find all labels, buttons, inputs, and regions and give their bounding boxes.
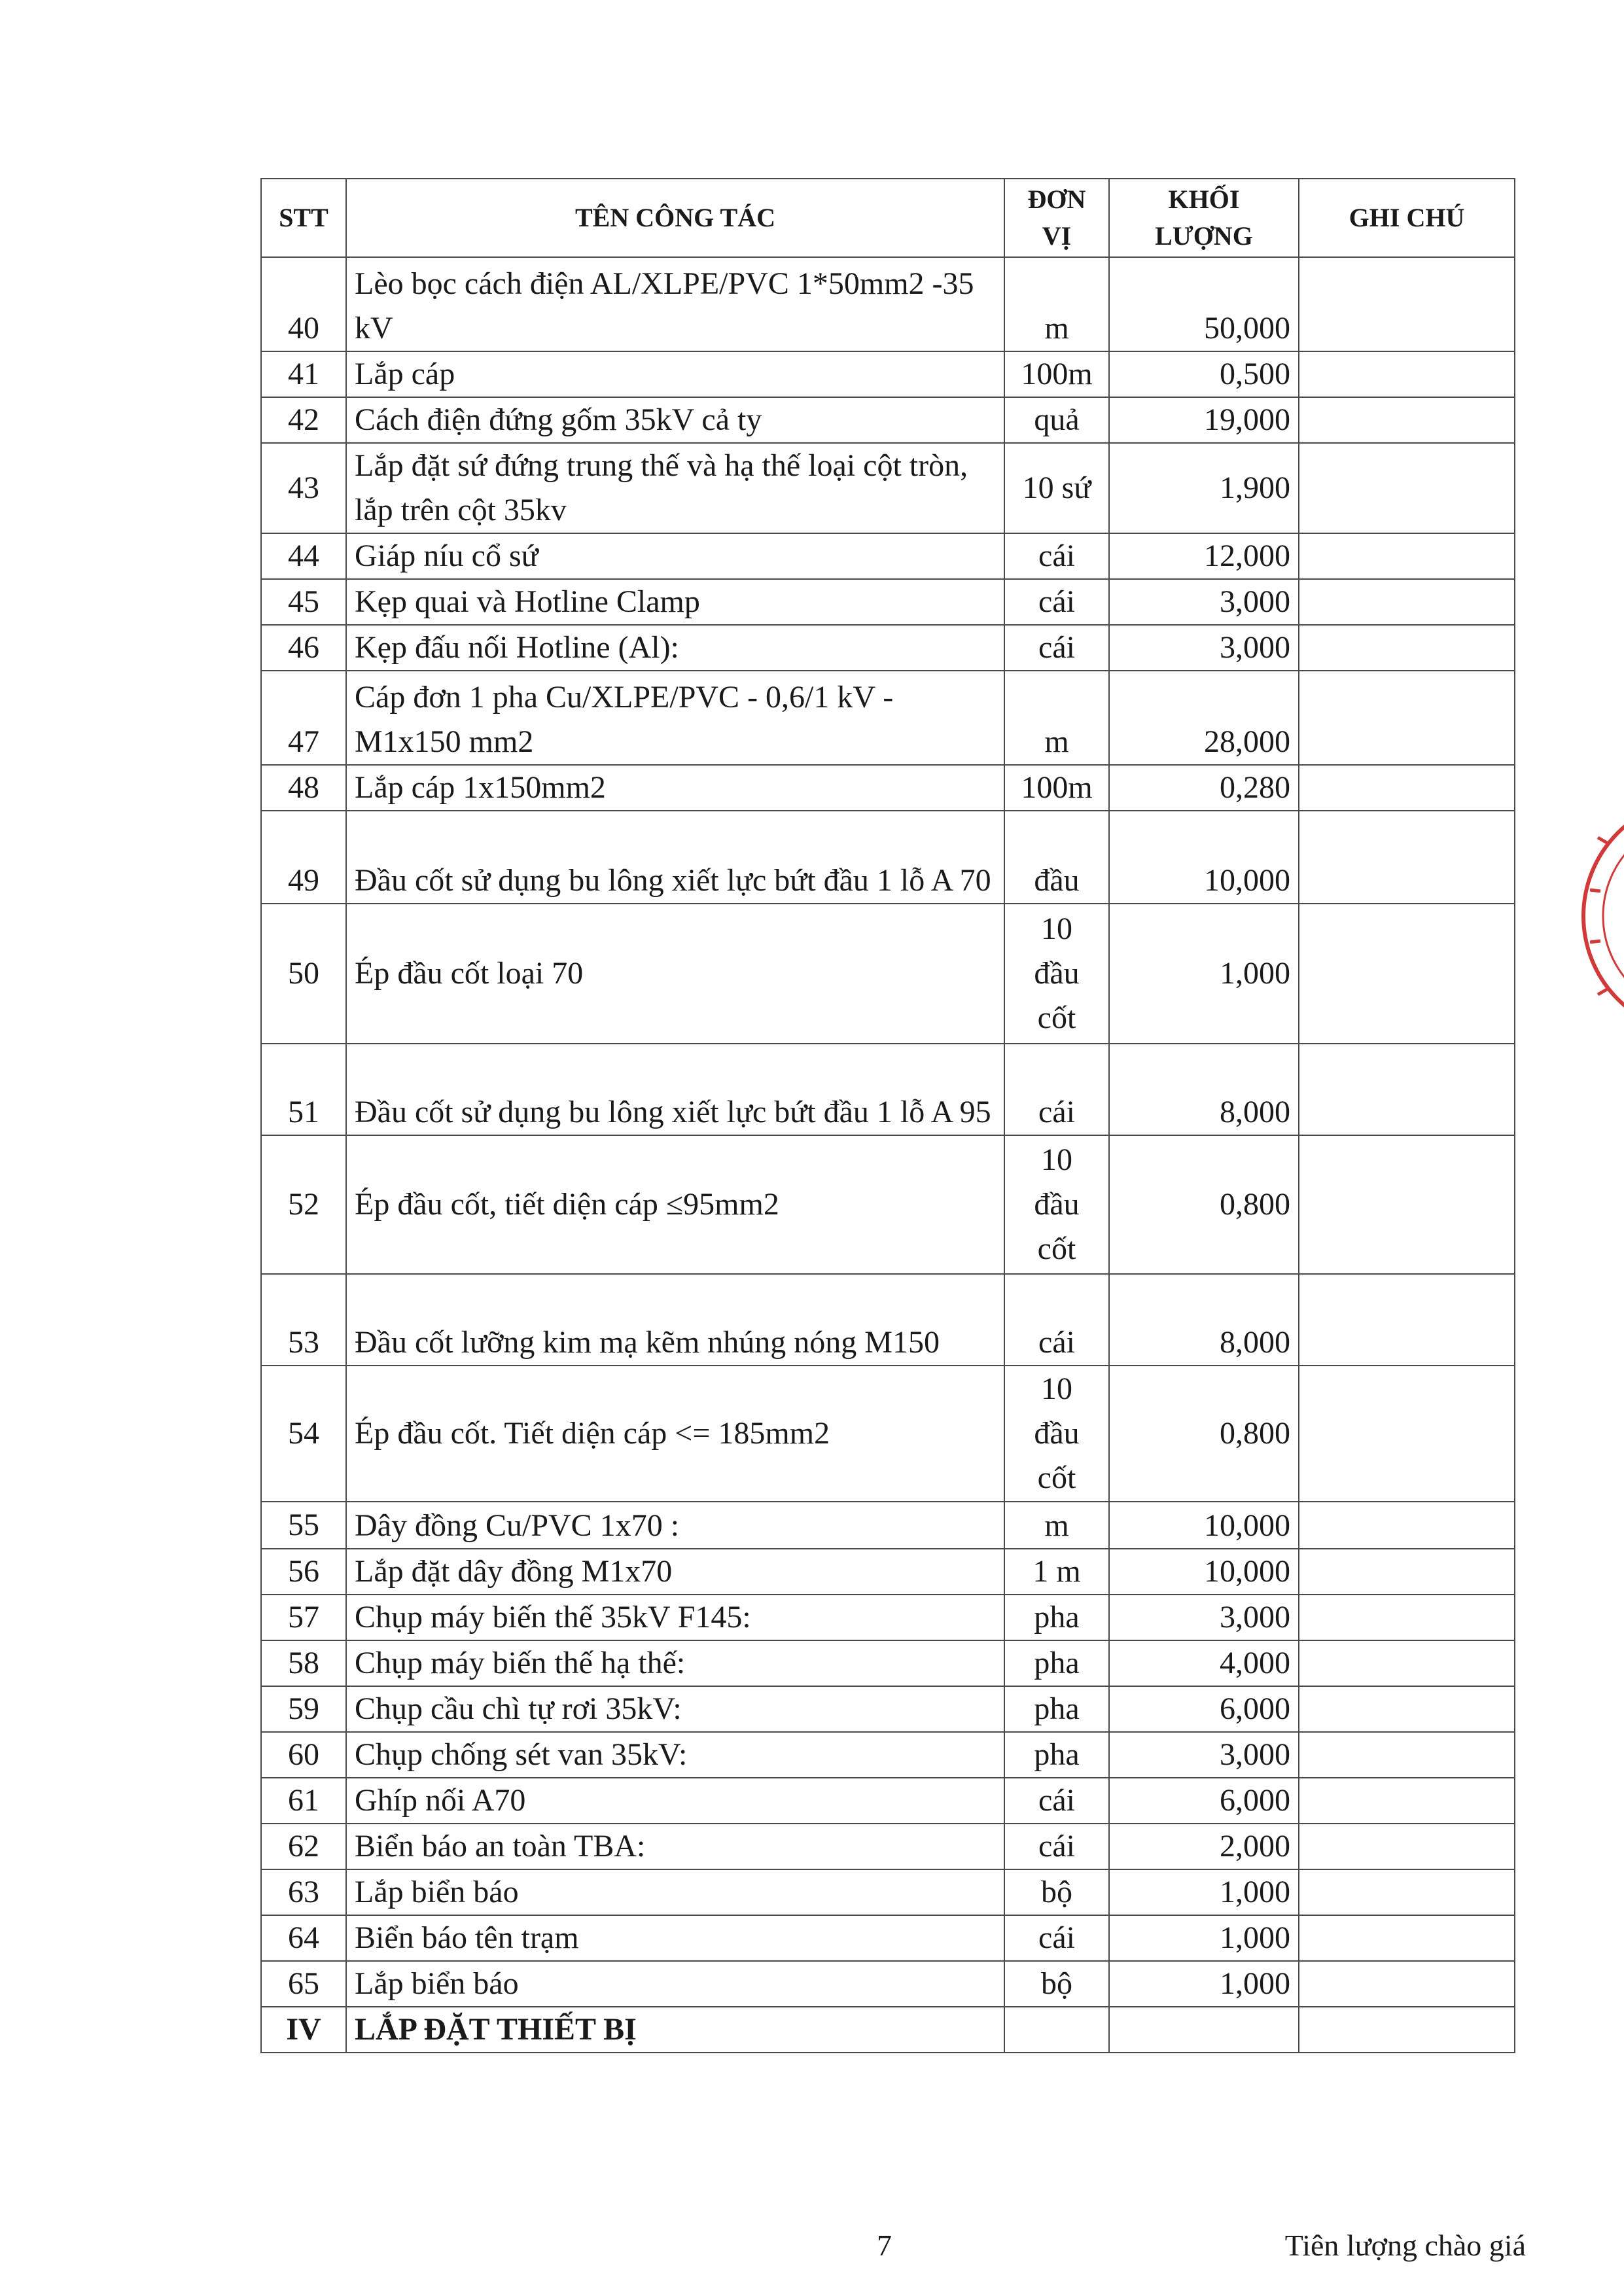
row-name: Biển báo tên trạm (346, 1915, 1004, 1961)
row-unit: 10 sứ (1004, 443, 1109, 533)
table-row (261, 257, 1515, 351)
row-stt: 65 (261, 1961, 346, 2007)
row-name: Ép đầu cốt, tiết diện cáp ≤95mm2 (346, 1135, 1004, 1274)
row-qty: 2,000 (1109, 1824, 1299, 1869)
table-row (261, 1686, 1515, 1732)
section-qty-empty (1109, 2007, 1299, 2053)
row-note (1299, 579, 1515, 625)
header-unit: ĐƠN VỊ (1004, 179, 1109, 257)
row-note (1299, 1135, 1515, 1274)
row-qty: 0,280 (1109, 765, 1299, 811)
row-qty: 10,000 (1109, 811, 1299, 904)
table-row (261, 1824, 1515, 1869)
table-row (261, 671, 1515, 765)
table-row (261, 1595, 1515, 1640)
row-unit: cái (1004, 1274, 1109, 1366)
row-stt: 58 (261, 1640, 346, 1686)
header-stt: STT (261, 179, 346, 257)
row-stt: 42 (261, 397, 346, 443)
row-name: Lèo bọc cách điện AL/XLPE/PVC 1*50mm2 -35 kV (346, 257, 1004, 351)
row-name: Giáp níu cổ sứ (346, 533, 1004, 579)
row-qty: 6,000 (1109, 1778, 1299, 1824)
header-row (261, 179, 1515, 257)
row-qty: 28,000 (1109, 671, 1299, 765)
row-note (1299, 1824, 1515, 1869)
row-unit: 100m (1004, 351, 1109, 397)
row-unit: đầu (1004, 811, 1109, 904)
row-name: Ép đầu cốt loại 70 (346, 904, 1004, 1044)
row-stt: 50 (261, 904, 346, 1044)
row-qty: 12,000 (1109, 533, 1299, 579)
row-stt: 64 (261, 1915, 346, 1961)
row-name: Đầu cốt lưỡng kim mạ kẽm nhúng nóng M150 (346, 1274, 1004, 1366)
row-note (1299, 1686, 1515, 1732)
row-stt: 53 (261, 1274, 346, 1366)
row-qty: 0,800 (1109, 1135, 1299, 1274)
row-name: Cách điện đứng gốm 35kV cả ty (346, 397, 1004, 443)
row-note (1299, 625, 1515, 671)
row-name: Lắp đặt dây đồng M1x70 (346, 1549, 1004, 1595)
row-name: Ép đầu cốt. Tiết diện cáp <= 185mm2 (346, 1366, 1004, 1502)
row-name: Đầu cốt sử dụng bu lông xiết lực bứt đầu 1 lỗ A 70 (346, 811, 1004, 904)
row-name: Chụp chống sét van 35kV: (346, 1732, 1004, 1778)
row-qty: 1,000 (1109, 904, 1299, 1044)
row-qty: 1,000 (1109, 1961, 1299, 2007)
page-number: 7 (877, 2229, 892, 2262)
table-row (261, 1274, 1515, 1366)
row-name: Chụp cầu chì tự rơi 35kV: (346, 1686, 1004, 1732)
row-note (1299, 1640, 1515, 1686)
row-stt: 61 (261, 1778, 346, 1824)
row-unit: quả (1004, 397, 1109, 443)
table-row (261, 579, 1515, 625)
section-note-empty (1299, 2007, 1515, 2053)
section-unit-empty (1004, 2007, 1109, 2053)
estimate-table (260, 178, 1515, 2053)
row-unit: cái (1004, 579, 1109, 625)
row-unit: 100m (1004, 765, 1109, 811)
row-stt: 52 (261, 1135, 346, 1274)
row-name: Kẹp đấu nối Hotline (Al): (346, 625, 1004, 671)
row-qty: 3,000 (1109, 579, 1299, 625)
header-note: GHI CHÚ (1299, 179, 1515, 257)
row-unit: 10 đầu cốt (1004, 1135, 1109, 1274)
row-note (1299, 1502, 1515, 1549)
row-note (1299, 1274, 1515, 1366)
row-qty: 1,900 (1109, 443, 1299, 533)
table-row (261, 1640, 1515, 1686)
row-unit: cái (1004, 533, 1109, 579)
row-name: Lắp cáp (346, 351, 1004, 397)
row-note (1299, 1961, 1515, 2007)
row-name: Dây đồng Cu/PVC 1x70 : (346, 1502, 1004, 1549)
row-name: Lắp biển báo (346, 1869, 1004, 1915)
row-qty: 3,000 (1109, 1732, 1299, 1778)
header-name: TÊN CÔNG TÁC (346, 179, 1004, 257)
row-unit: cái (1004, 1915, 1109, 1961)
row-note (1299, 351, 1515, 397)
table-row (261, 1502, 1515, 1549)
row-stt: 41 (261, 351, 346, 397)
row-note (1299, 1044, 1515, 1135)
section-row (261, 2007, 1515, 2053)
row-unit: m (1004, 1502, 1109, 1549)
row-unit: bộ (1004, 1869, 1109, 1915)
red-seal-stamp (1570, 792, 1624, 1040)
row-note (1299, 1549, 1515, 1595)
row-stt: 46 (261, 625, 346, 671)
row-unit: m (1004, 257, 1109, 351)
table-row (261, 1044, 1515, 1135)
row-note (1299, 1732, 1515, 1778)
row-name: Biển báo an toàn TBA: (346, 1824, 1004, 1869)
row-name: Cáp đơn 1 pha Cu/XLPE/PVC - 0,6/1 kV - M1x150 mm2 (346, 671, 1004, 765)
table-row (261, 625, 1515, 671)
row-qty: 10,000 (1109, 1549, 1299, 1595)
row-note (1299, 1778, 1515, 1824)
row-stt: 62 (261, 1824, 346, 1869)
row-note (1299, 811, 1515, 904)
row-qty: 8,000 (1109, 1274, 1299, 1366)
row-qty: 1,000 (1109, 1915, 1299, 1961)
row-qty: 4,000 (1109, 1640, 1299, 1686)
footer-title: Tiên lượng chào giá (1284, 2229, 1526, 2262)
table-row (261, 443, 1515, 533)
row-name: Lắp đặt sứ đứng trung thế và hạ thế loại cột tròn, lắp trên cột 35kv (346, 443, 1004, 533)
table-row (261, 1915, 1515, 1961)
row-qty: 50,000 (1109, 257, 1299, 351)
row-name: Đầu cốt sử dụng bu lông xiết lực bứt đầu 1 lỗ A 95 (346, 1044, 1004, 1135)
row-note (1299, 443, 1515, 533)
row-unit: pha (1004, 1732, 1109, 1778)
row-note (1299, 1366, 1515, 1502)
row-unit: cái (1004, 1824, 1109, 1869)
row-unit: cái (1004, 1778, 1109, 1824)
table-row (261, 1366, 1515, 1502)
row-qty: 8,000 (1109, 1044, 1299, 1135)
row-note (1299, 671, 1515, 765)
row-note (1299, 1869, 1515, 1915)
row-note (1299, 397, 1515, 443)
row-qty: 3,000 (1109, 1595, 1299, 1640)
row-name: Lắp biển báo (346, 1961, 1004, 2007)
section-title: LẮP ĐẶT THIẾT BỊ (346, 2007, 1004, 2053)
row-name: Lắp cáp 1x150mm2 (346, 765, 1004, 811)
row-stt: 43 (261, 443, 346, 533)
row-unit: pha (1004, 1595, 1109, 1640)
table-row (261, 1961, 1515, 2007)
table-row (261, 533, 1515, 579)
row-stt: 54 (261, 1366, 346, 1502)
row-qty: 3,000 (1109, 625, 1299, 671)
table-row (261, 811, 1515, 904)
row-qty: 19,000 (1109, 397, 1299, 443)
row-unit: m (1004, 671, 1109, 765)
row-unit: pha (1004, 1686, 1109, 1732)
table-row (261, 351, 1515, 397)
row-stt: 45 (261, 579, 346, 625)
row-note (1299, 904, 1515, 1044)
row-stt: 47 (261, 671, 346, 765)
row-stt: 59 (261, 1686, 346, 1732)
row-unit: cái (1004, 1044, 1109, 1135)
row-note (1299, 533, 1515, 579)
row-qty: 0,800 (1109, 1366, 1299, 1502)
header-qty: KHỐI LƯỢNG (1109, 179, 1299, 257)
row-name: Ghíp nối A70 (346, 1778, 1004, 1824)
row-qty: 10,000 (1109, 1502, 1299, 1549)
table-row (261, 765, 1515, 811)
table-row (261, 1778, 1515, 1824)
table-row (261, 397, 1515, 443)
row-stt: 48 (261, 765, 346, 811)
row-note (1299, 765, 1515, 811)
row-stt: 63 (261, 1869, 346, 1915)
row-unit: pha (1004, 1640, 1109, 1686)
row-stt: 55 (261, 1502, 346, 1549)
row-stt: 49 (261, 811, 346, 904)
row-note (1299, 257, 1515, 351)
row-name: Chụp máy biến thế hạ thế: (346, 1640, 1004, 1686)
table-row (261, 1549, 1515, 1595)
row-stt: 57 (261, 1595, 346, 1640)
row-unit: cái (1004, 625, 1109, 671)
table-row (261, 1135, 1515, 1274)
table-row (261, 904, 1515, 1044)
row-stt: 60 (261, 1732, 346, 1778)
row-unit: 10 đầu cốt (1004, 1366, 1109, 1502)
estimate-table-container (260, 178, 1514, 2053)
row-unit: bộ (1004, 1961, 1109, 2007)
row-name: Chụp máy biến thế 35kV F145: (346, 1595, 1004, 1640)
table-row (261, 1732, 1515, 1778)
row-qty: 1,000 (1109, 1869, 1299, 1915)
row-stt: 44 (261, 533, 346, 579)
row-note (1299, 1595, 1515, 1640)
row-unit: 1 m (1004, 1549, 1109, 1595)
row-unit: 10 đầu cốt (1004, 904, 1109, 1044)
section-stt: IV (261, 2007, 346, 2053)
row-qty: 0,500 (1109, 351, 1299, 397)
row-qty: 6,000 (1109, 1686, 1299, 1732)
row-stt: 56 (261, 1549, 346, 1595)
row-name: Kẹp quai và Hotline Clamp (346, 579, 1004, 625)
row-stt: 51 (261, 1044, 346, 1135)
table-row (261, 1869, 1515, 1915)
row-stt: 40 (261, 257, 346, 351)
row-note (1299, 1915, 1515, 1961)
